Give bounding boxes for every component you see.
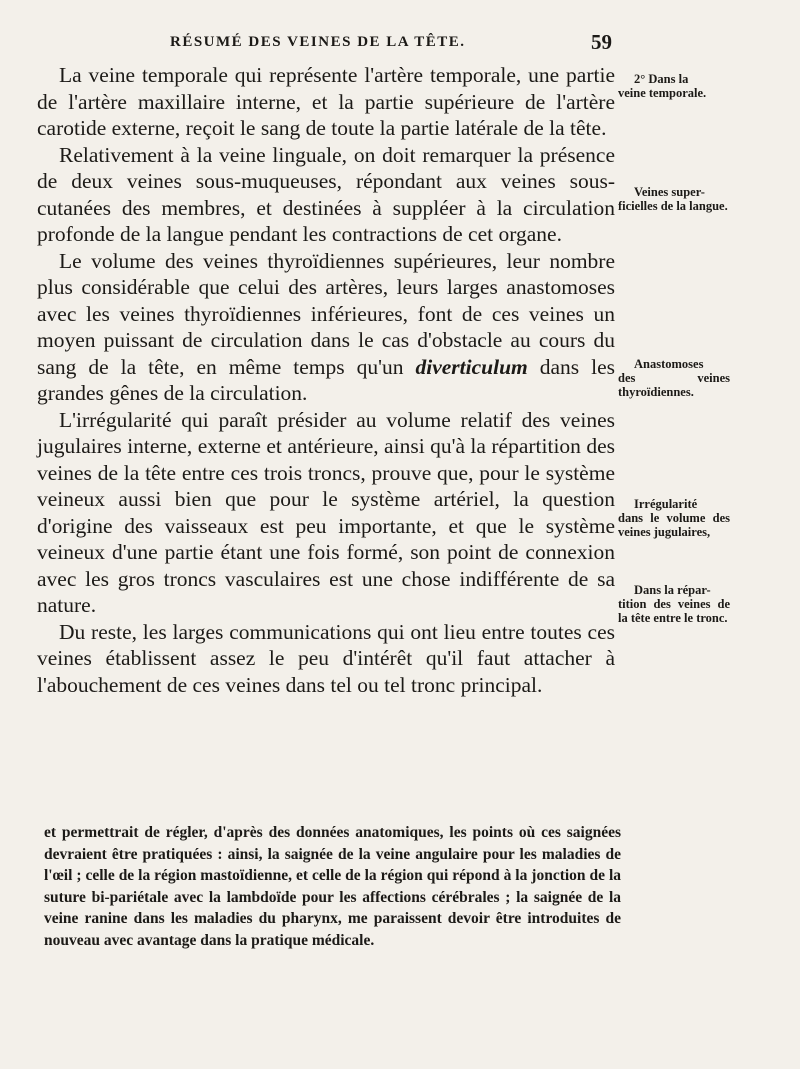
paragraph-temporal-vein: La veine temporale qui représente l'artère temporale, une partie de l'artère maxillaire interne, et la partie supérieure de l'artère carotide externe, reçoit le sang de toute la partie latérale de la tête.	[37, 63, 615, 140]
side-note-anastomoses	[618, 357, 730, 399]
side-note-temporal	[618, 72, 730, 100]
emphasis-term: diverticulum	[415, 354, 528, 379]
page-number: 59	[591, 30, 612, 54]
side-note-first-line: Anastomoses	[634, 357, 704, 371]
page-header	[0, 30, 800, 60]
running-head: RÉSUMÉ DES VEINES DE LA TÊTE.	[170, 34, 466, 50]
side-note-first-line: Dans la répar-	[634, 583, 711, 597]
side-note-rest: tition des veines de la tête entre le tronc.	[618, 597, 730, 625]
main-text	[37, 62, 615, 698]
paragraph-thyroid-veins	[37, 248, 615, 407]
paragraph-jugular-irregularity: L'irrégularité qui paraît présider au volume relatif des veines jugulaires interne, externe et antérieure, ainsi qu'à la répartition des veines de la tête entre ces trois troncs, prouve que, pour le système veineux aussi bien que pour le système artériel, la question d'origine des vaisseaux est peu importante, et que le système veineux d'une partie étant une fois formé, son point de connexion avec les gros troncs vasculaires est une chose indifférente de sa nature.	[37, 407, 615, 617]
side-note-rest: veine temporale.	[618, 86, 707, 100]
side-note-rest: ficielles de la langue.	[618, 199, 728, 213]
side-note-rest: des veines thyroïdiennes.	[618, 371, 730, 399]
paragraph-communications: Du reste, les larges communications qui ont lieu entre toutes ces veines établissent assez le peu d'intérêt qu'il faut attacher à l'abouchement de ces veines dans tel ou tel tronc principal.	[37, 619, 615, 697]
side-note-first-line: 2° Dans la	[634, 72, 689, 86]
footnote: et permettrait de régler, d'après des données anatomiques, les points où ces saignées devraient être pratiquées : ainsi, la saignée de la veine angulaire pour les maladies de l'œil ; celle de la région mastoïdienne, et celle de la région qui répond à la jonction de la suture bi-pariétale avec la lambdoïde pour les affections cérébrales ; la saignée de la veine ranine dans les maladies du pharynx, me paraissent devoir être introduites de nouveau avec avantage dans la pratique médicale.	[44, 824, 621, 949]
side-note-rest: dans le volume des veines jugulaires,	[618, 511, 730, 539]
side-note-lingual	[618, 185, 730, 213]
paragraph-lingual-vein: Relativement à la veine linguale, on doit remarquer la présence de deux veines sous-muqueuses, répondant aux veines sous-cutanées des membres, et destinées à suppléer à la circulation profonde de la langue pendant les contractions de cet organe.	[37, 142, 615, 246]
paragraph-text: Le volume des veines thyroïdiennes supérieures, leur nombre plus considérable que celui des artères, leurs larges anastomoses avec les veines thyroïdiennes inférieures, font de ces veines un moyen puissant de circulation dans le cas d'obstacle au cours du sang de la tête, en même temps qu'un	[37, 248, 615, 379]
paragraph-text: dans les grandes gênes de la circulation.	[37, 354, 615, 405]
side-note-first-line: Irrégularité	[634, 497, 698, 511]
side-note-repartition	[618, 583, 730, 625]
side-note-first-line: Veines super-	[634, 185, 705, 199]
side-note-irregularity	[618, 497, 730, 539]
